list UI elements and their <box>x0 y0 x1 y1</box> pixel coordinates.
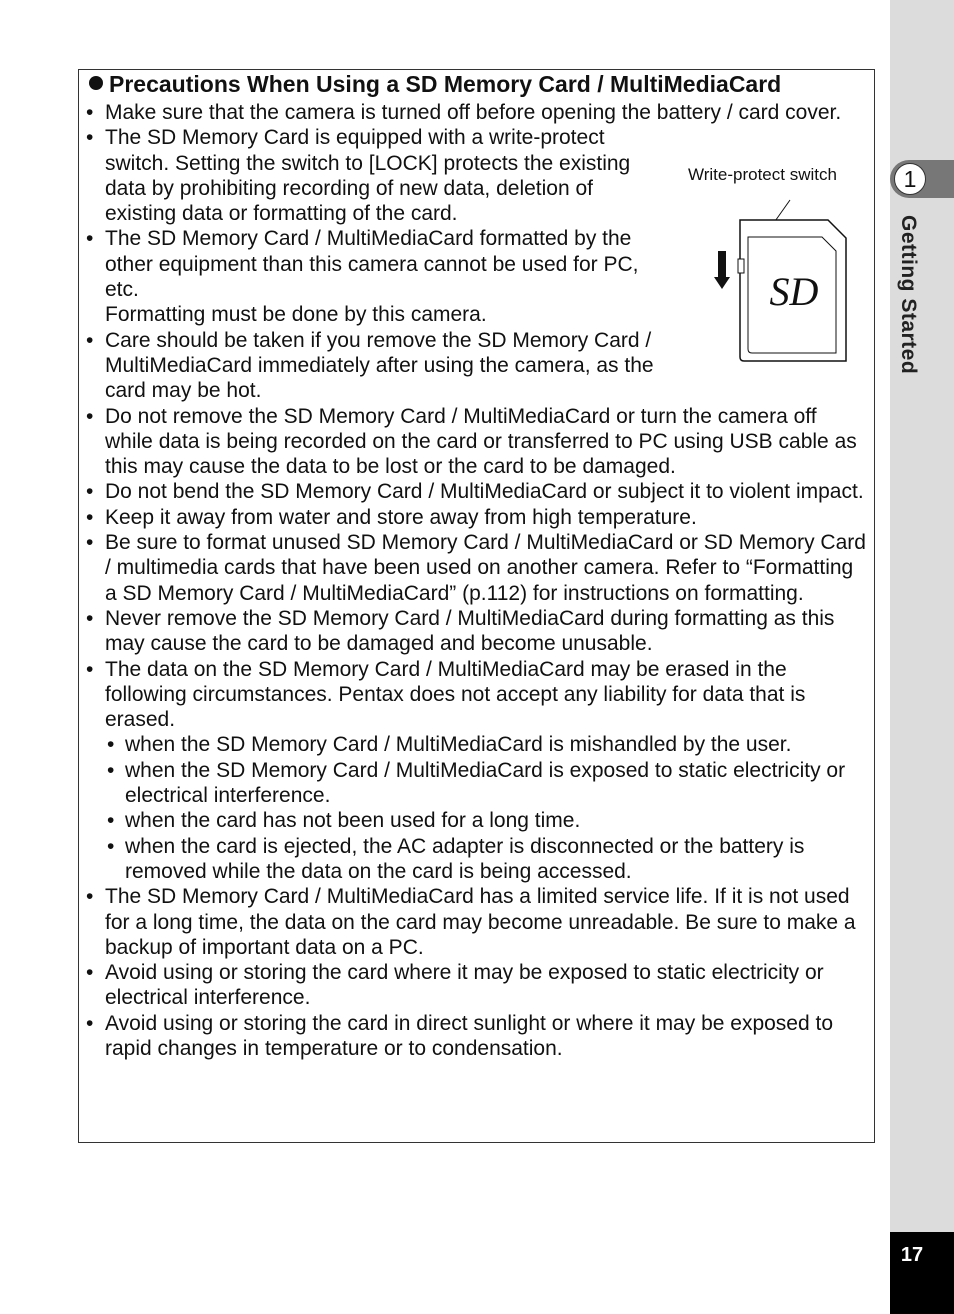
sub-list-item: • when the SD Memory Card / MultiMediaCard is exposed to static electricity or electrical interference. <box>105 758 870 809</box>
list-item-note: Formatting must be done by this camera. <box>105 303 487 327</box>
precautions-list <box>80 100 870 1061</box>
chapter-title: Getting Started <box>897 215 920 375</box>
list-item: • The data on the SD Memory Card / MultiMediaCard may be erased in the following circumstances. Pentax does not accept any liability for data that is erased. • when the SD Memory Card / MultiMediaCard is mishandled by the user. • when the SD Memory Card / MultiMediaCard is exposed to static electricity or electrical interference. • when the card has not been used for a long time. • when the card is ejected, the AC adapter is disconnected or the battery is removed while the data on the card is being accessed. <box>80 657 870 885</box>
list-item: • Avoid using or storing the card where it may be exposed to static electricity or electrical interference. <box>80 960 870 1011</box>
list-item: • The SD Memory Card is equipped with a write-protect switch. Setting the switch to [LOCK] protects the existing data by prohibiting recording of new data, deletion of existing data or formatting of the card. <box>80 125 665 226</box>
list-item: • Care should be taken if you remove the SD Memory Card / MultiMediaCard immediately after using the camera, as the card may be hot. <box>80 328 665 404</box>
sd-logo: SD <box>769 269 819 314</box>
sub-list-item: • when the card has not been used for a long time. <box>105 808 870 833</box>
list-item: • Do not remove the SD Memory Card / MultiMediaCard or turn the camera off while data is being recorded on the card or transferred to PC using USB cable as this may cause the data to be lost or the card to be damaged. <box>80 404 870 480</box>
sub-list-item: • when the SD Memory Card / MultiMediaCard is mishandled by the user. <box>105 732 870 757</box>
list-item: • Keep it away from water and store away from high temperature. <box>80 505 870 530</box>
list-item: • Never remove the SD Memory Card / MultiMediaCard during formatting as this may cause the card to be damaged and become unusable. <box>80 606 870 657</box>
page-number: 17 <box>900 1244 924 1266</box>
sub-list <box>105 732 870 884</box>
list-item: • The SD Memory Card / MultiMediaCard formatted by the other equipment than this camera cannot be used for PC, etc. Formatting must be done by this camera. <box>80 226 665 327</box>
write-protect-callout: Write-protect switch <box>688 165 837 184</box>
section-heading <box>89 69 781 99</box>
chapter-number: 1 <box>894 163 926 195</box>
list-item: • Be sure to format unused SD Memory Card / MultiMediaCard or SD Memory Card / multimedia cards that have been used on another camera. Refer to “Formatting a SD Memory Card / MultiMediaCard” (p.112) for instructions on formatting. <box>80 530 870 606</box>
sub-list-item: • when the card is ejected, the AC adapter is disconnected or the battery is removed while the data on the card is being accessed. <box>105 834 870 885</box>
list-item: • The SD Memory Card / MultiMediaCard has a limited service life. If it is not used for a long time, the data on the card may become unreadable. Be sure to make a backup of important data on a PC. <box>80 884 870 960</box>
bullet-dot-icon <box>89 76 103 90</box>
heading-text: Precautions When Using a SD Memory Card / MultiMediaCard <box>109 71 782 97</box>
list-item: • Avoid using or storing the card in direct sunlight or where it may be exposed to rapid changes in temperature or to condensation. <box>80 1011 870 1062</box>
list-item: • Do not bend the SD Memory Card / MultiMediaCard or subject it to violent impact. <box>80 479 870 504</box>
list-item: • Make sure that the camera is turned off before opening the battery / card cover. <box>80 100 870 125</box>
